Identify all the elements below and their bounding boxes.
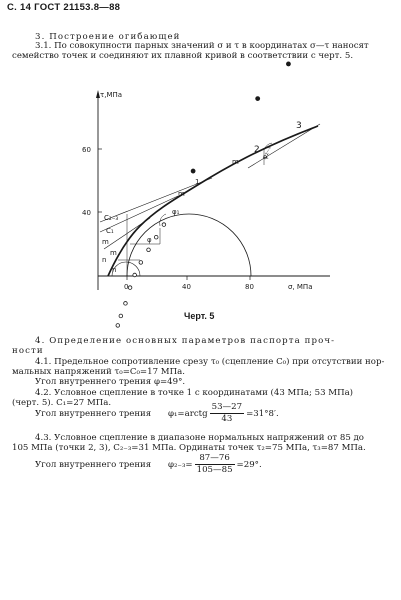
label-m-4: m bbox=[232, 158, 239, 166]
data-point-small bbox=[162, 223, 166, 227]
envelope-curve bbox=[108, 126, 318, 276]
label-m-1: m bbox=[102, 238, 109, 246]
paragraph-4-2-line-2: (черт. 5). C₁=27 МПа. bbox=[12, 398, 112, 408]
paragraph-4-1-line-1: 4.1. Предельное сопротивление срезу τ₀ (сцепление C₀) при отсутствии нор- bbox=[35, 357, 385, 367]
data-point-small bbox=[147, 248, 151, 252]
figure-caption: Черт. 5 bbox=[184, 311, 215, 321]
paragraph-3-1-line-1: 3.1. По совокупности парных значений σ и τ в координатах σ—τ наносят bbox=[35, 41, 369, 51]
formula-phi1-label: Угол внутреннего трения bbox=[35, 409, 152, 419]
point-label-3: 3 bbox=[296, 121, 302, 131]
data-point-major bbox=[255, 96, 260, 101]
formula-phi23-numerator: 87—76 bbox=[195, 453, 235, 465]
data-point-small bbox=[139, 261, 143, 265]
paragraph-3-1-line-2: семейство точек и соединяют их плавной кривой в соответствии с черт. 5. bbox=[12, 51, 354, 61]
angle-label-phi: φ bbox=[147, 236, 152, 244]
data-point-major bbox=[286, 62, 291, 67]
y-axis-label: τ,МПа bbox=[100, 91, 123, 99]
formula-phi1 bbox=[35, 402, 279, 425]
mohr-circle bbox=[127, 214, 251, 276]
data-points bbox=[116, 62, 291, 328]
formula-phi23-rhs: =29°. bbox=[236, 460, 262, 470]
data-point-small bbox=[128, 286, 132, 290]
y-tick-label-60: 60 bbox=[82, 146, 91, 154]
label-c2-3: C₂₋₃ bbox=[104, 214, 119, 222]
y-tick-label-40: 40 bbox=[82, 209, 91, 217]
data-point-major bbox=[191, 169, 196, 174]
paragraph-4-1-line-3: Угол внутреннего трения φ=49°. bbox=[35, 377, 186, 387]
section-4-heading-cont: ности bbox=[12, 346, 44, 356]
point-label-2: 2 bbox=[254, 145, 260, 155]
formula-phi23-lhs: φ₂₋₃= bbox=[167, 460, 193, 470]
x-tick-label-40: 40 bbox=[182, 283, 191, 291]
label-n-2: n bbox=[112, 266, 117, 274]
paragraph-4-3-line-1: 4.3. Условное сцепление в диапазоне нормальных напряжений от 85 до bbox=[35, 433, 364, 443]
paragraph-4-1-line-2: мальных напряжений τ₀=C₀=17 МПа. bbox=[12, 367, 185, 377]
data-point-small bbox=[119, 314, 123, 318]
paragraph-4-2-line-1: 4.2. Условное сцепление в точке 1 с координатами (43 МПа; 53 МПа) bbox=[35, 388, 354, 398]
formula-phi1-lhs: φ₁=arctg bbox=[167, 409, 208, 419]
formula-phi23-denominator: 105—85 bbox=[196, 465, 233, 475]
label-c1: C₁ bbox=[106, 227, 114, 235]
formula-phi23-fraction bbox=[195, 453, 235, 476]
formula-phi23 bbox=[35, 453, 262, 476]
section-4-heading: 4. Определение основных параметров паспорта проч- bbox=[35, 336, 336, 346]
paragraph-4-3-line-2: 105 МПа (точки 2, 3), C₂₋₃=31 МПа. Ординаты точек τ₂=75 МПа, τ₃=87 МПа. bbox=[12, 443, 366, 453]
formula-phi1-rhs: =31°8′. bbox=[246, 409, 279, 419]
point-label-1: 1 bbox=[195, 178, 200, 186]
section-3-heading: 3. Построение огибающей bbox=[35, 32, 181, 42]
formula-phi1-fraction bbox=[210, 402, 244, 425]
formula-phi1-denominator: 43 bbox=[221, 414, 233, 424]
x-axis-label: σ, МПа bbox=[288, 283, 313, 291]
angle-label-phi23: φ₂₋₃ bbox=[260, 144, 273, 161]
data-point-small bbox=[124, 302, 128, 306]
label-n-1: n bbox=[102, 256, 107, 264]
angle-label-phi1: φ₁ bbox=[172, 208, 180, 216]
formula-phi23-label: Угол внутреннего трения bbox=[35, 460, 152, 470]
x-tick-label-80: 80 bbox=[245, 283, 254, 291]
data-point-small bbox=[116, 324, 120, 328]
formula-phi1-numerator: 53—27 bbox=[211, 402, 243, 412]
label-m-2: m bbox=[110, 249, 117, 257]
x-tick-label-0: 0 bbox=[124, 283, 129, 291]
data-point-small bbox=[133, 273, 137, 277]
label-m-3: m bbox=[178, 190, 185, 198]
page-header: С. 14 ГОСТ 21153.8—88 bbox=[7, 2, 121, 13]
data-point-small bbox=[154, 235, 158, 239]
